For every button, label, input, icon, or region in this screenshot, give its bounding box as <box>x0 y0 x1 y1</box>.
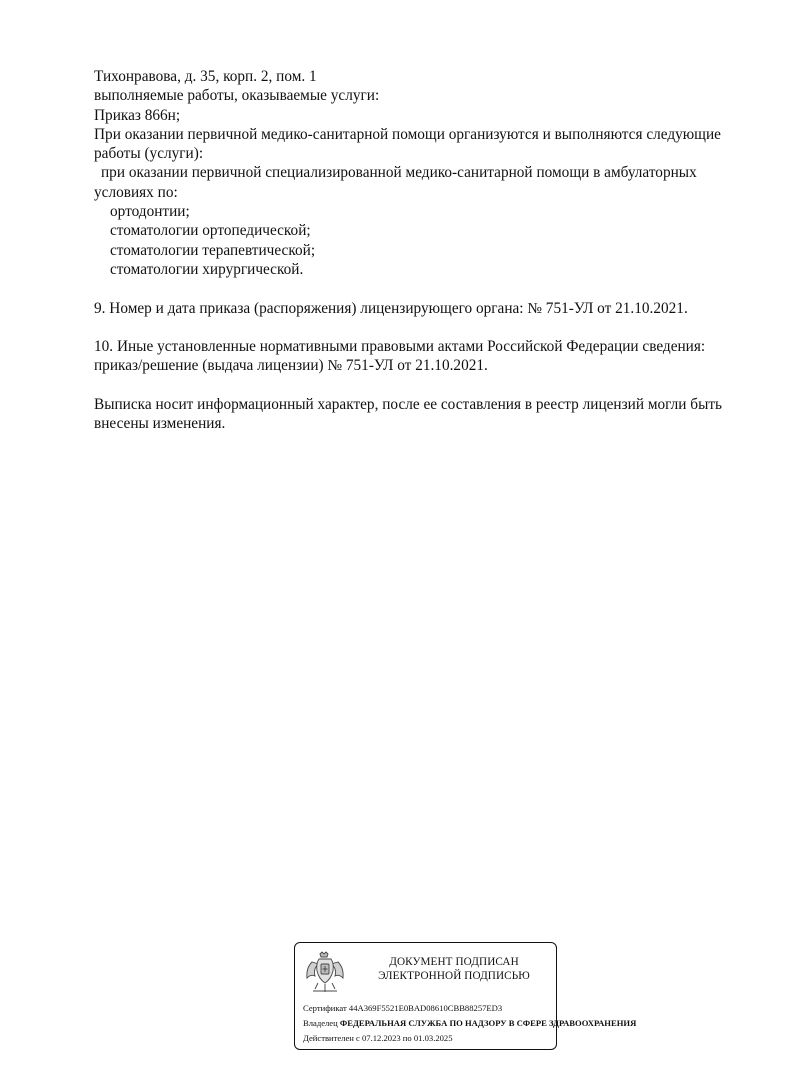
section-9: 9. Номер и дата приказа (распоряжения) лицензирующего органа: № 751-УЛ от 21.10.2021. <box>94 299 688 317</box>
spacer <box>94 279 774 298</box>
spacer <box>94 376 774 395</box>
signature-stamp <box>294 942 637 1050</box>
owner-row <box>303 1018 636 1029</box>
section-10-line2: приказ/решение (выдача лицензии) № 751-УЛ от 21.10.2021. <box>94 357 488 375</box>
owner-value: ФЕДЕРАЛЬНАЯ СЛУЖБА ПО НАДЗОРУ В СФЕРЕ ЗДРАВООХРАНЕНИЯ <box>339 1018 637 1028</box>
stamp-title-line2: ЭЛЕКТРОННОЙ ПОДПИСЬЮ <box>378 970 530 982</box>
notice-line1: Выписка носит информационный характер, после ее составления в реестр лицензий могли быть <box>94 396 723 414</box>
validity-row <box>303 1033 453 1044</box>
stamp-title-line1: ДОКУМЕНТ ПОДПИСАН <box>389 956 519 968</box>
validity-text: Действителен с 07.12.2023 по 01.03.2025 <box>303 1033 453 1043</box>
notice-line2: внесены изменения. <box>94 415 226 433</box>
owner-label: Владелец <box>303 1018 338 1028</box>
certificate-value: 44A369F5521E0BAD08610CBB88257ED3 <box>348 1003 503 1013</box>
stamp-title <box>355 955 553 983</box>
address-line: Тихонравова, д. 35, корп. 2, пом. 1 <box>94 68 317 85</box>
document-body <box>94 67 774 434</box>
order-reference: Приказ 866н; <box>94 106 181 124</box>
specialized-care-line2: условиях по: <box>94 183 178 201</box>
section-10-line1: 10. Иные установленные нормативными правовыми актами Российской Федерации сведения: <box>94 338 706 356</box>
coat-of-arms-icon <box>304 950 346 996</box>
service-item: стоматологии терапевтической; <box>110 241 316 259</box>
works-intro-line2: работы (услуги): <box>94 145 204 163</box>
service-item: стоматологии хирургической. <box>110 260 304 278</box>
service-item: стоматологии ортопедической; <box>110 222 311 240</box>
service-item: ортодонтии; <box>110 203 190 221</box>
works-intro-line1: При оказании первичной медико-санитарной помощи организуются и выполняются следующие <box>94 125 721 143</box>
specialized-care-line1: при оказании первичной специализированной медико-санитарной помощи в амбулаторных <box>101 164 697 182</box>
spacer <box>94 318 774 337</box>
certificate-label: Сертификат <box>303 1003 347 1013</box>
certificate-row <box>303 1003 502 1014</box>
works-heading: выполняемые работы, оказываемые услуги: <box>94 87 380 105</box>
